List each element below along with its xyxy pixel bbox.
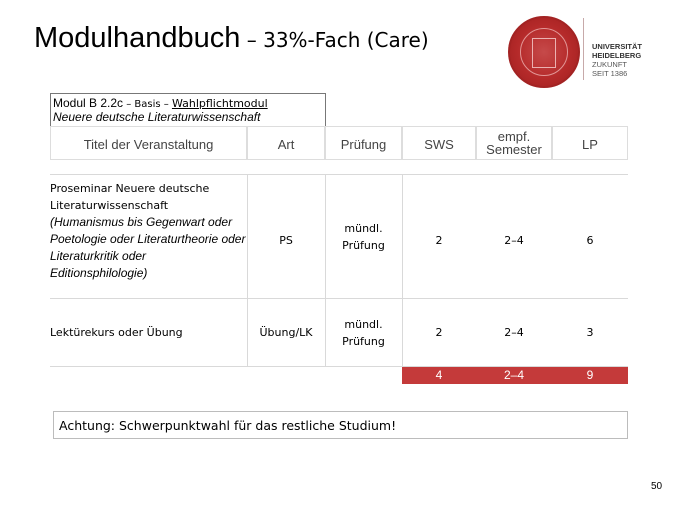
logo-line-3: ZUKUNFT <box>592 60 627 69</box>
row-1-title-line-1: Proseminar Neuere deutsche <box>50 182 210 195</box>
total-sws: 4 <box>435 368 443 382</box>
column-header-lp: LP <box>582 137 598 152</box>
column-header-title: Titel der Veranstaltung <box>83 137 214 152</box>
module-level: – Basis – <box>123 99 172 110</box>
total-semester: 2–4 <box>503 368 525 382</box>
row-1-title-detail: (Humanismus bis Gegenwart oder Poetologie oder Literaturtheorie oder Literaturkritik oder Editionsphilologie) <box>50 215 246 280</box>
row-2-semester: 2–4 <box>504 326 524 339</box>
logo-line-1: UNIVERSITÄT <box>592 42 643 51</box>
row-2-title: Lektürekurs oder Übung <box>50 326 183 339</box>
row-1-semester: 2–4 <box>504 234 524 247</box>
row-1-pruefung: mündl. Prüfung <box>342 222 385 252</box>
title-sub: – 33%-Fach (Care) <box>240 28 429 52</box>
page-title <box>34 22 429 55</box>
row-divider <box>50 298 628 299</box>
university-logo-text <box>592 42 642 78</box>
row-2-pruefung: mündl. Prüfung <box>342 318 385 348</box>
column-header-art: Art <box>277 137 295 152</box>
row-2-lp: 3 <box>586 326 594 339</box>
row-1-title-line-2: Literaturwissenschaft <box>50 199 169 212</box>
module-name: Neuere deutsche Literaturwissenschaft <box>53 110 261 124</box>
page-number: 50 <box>651 481 663 492</box>
col-divider <box>325 174 326 366</box>
row-1-lp: 6 <box>586 234 594 247</box>
row-1-art: PS <box>279 234 293 247</box>
row-1-sws: 2 <box>435 234 443 247</box>
module-code: Modul B 2.2c <box>53 96 124 110</box>
column-header-sws: SWS <box>424 137 454 152</box>
table-row-1-title <box>50 180 246 282</box>
column-header-semester: empf. Semester <box>486 129 542 157</box>
row-2-sws: 2 <box>435 326 443 339</box>
total-lp: 9 <box>586 368 594 382</box>
module-type: Wahlpflichtmodul <box>171 97 268 110</box>
module-info-box <box>50 93 326 129</box>
logo-line-2: HEIDELBERG <box>592 51 642 60</box>
warning-note: Achtung: Schwerpunktwahl für das restliche Studium! <box>53 411 628 439</box>
row-2-art: Übung/LK <box>259 326 313 339</box>
row-divider <box>50 174 628 175</box>
university-seal-icon <box>508 16 580 88</box>
title-main: Modulhandbuch <box>34 22 241 54</box>
logo-line-4: SEIT 1386 <box>592 69 628 78</box>
column-header-pruefung: Prüfung <box>340 137 387 152</box>
logo-divider <box>583 18 584 80</box>
